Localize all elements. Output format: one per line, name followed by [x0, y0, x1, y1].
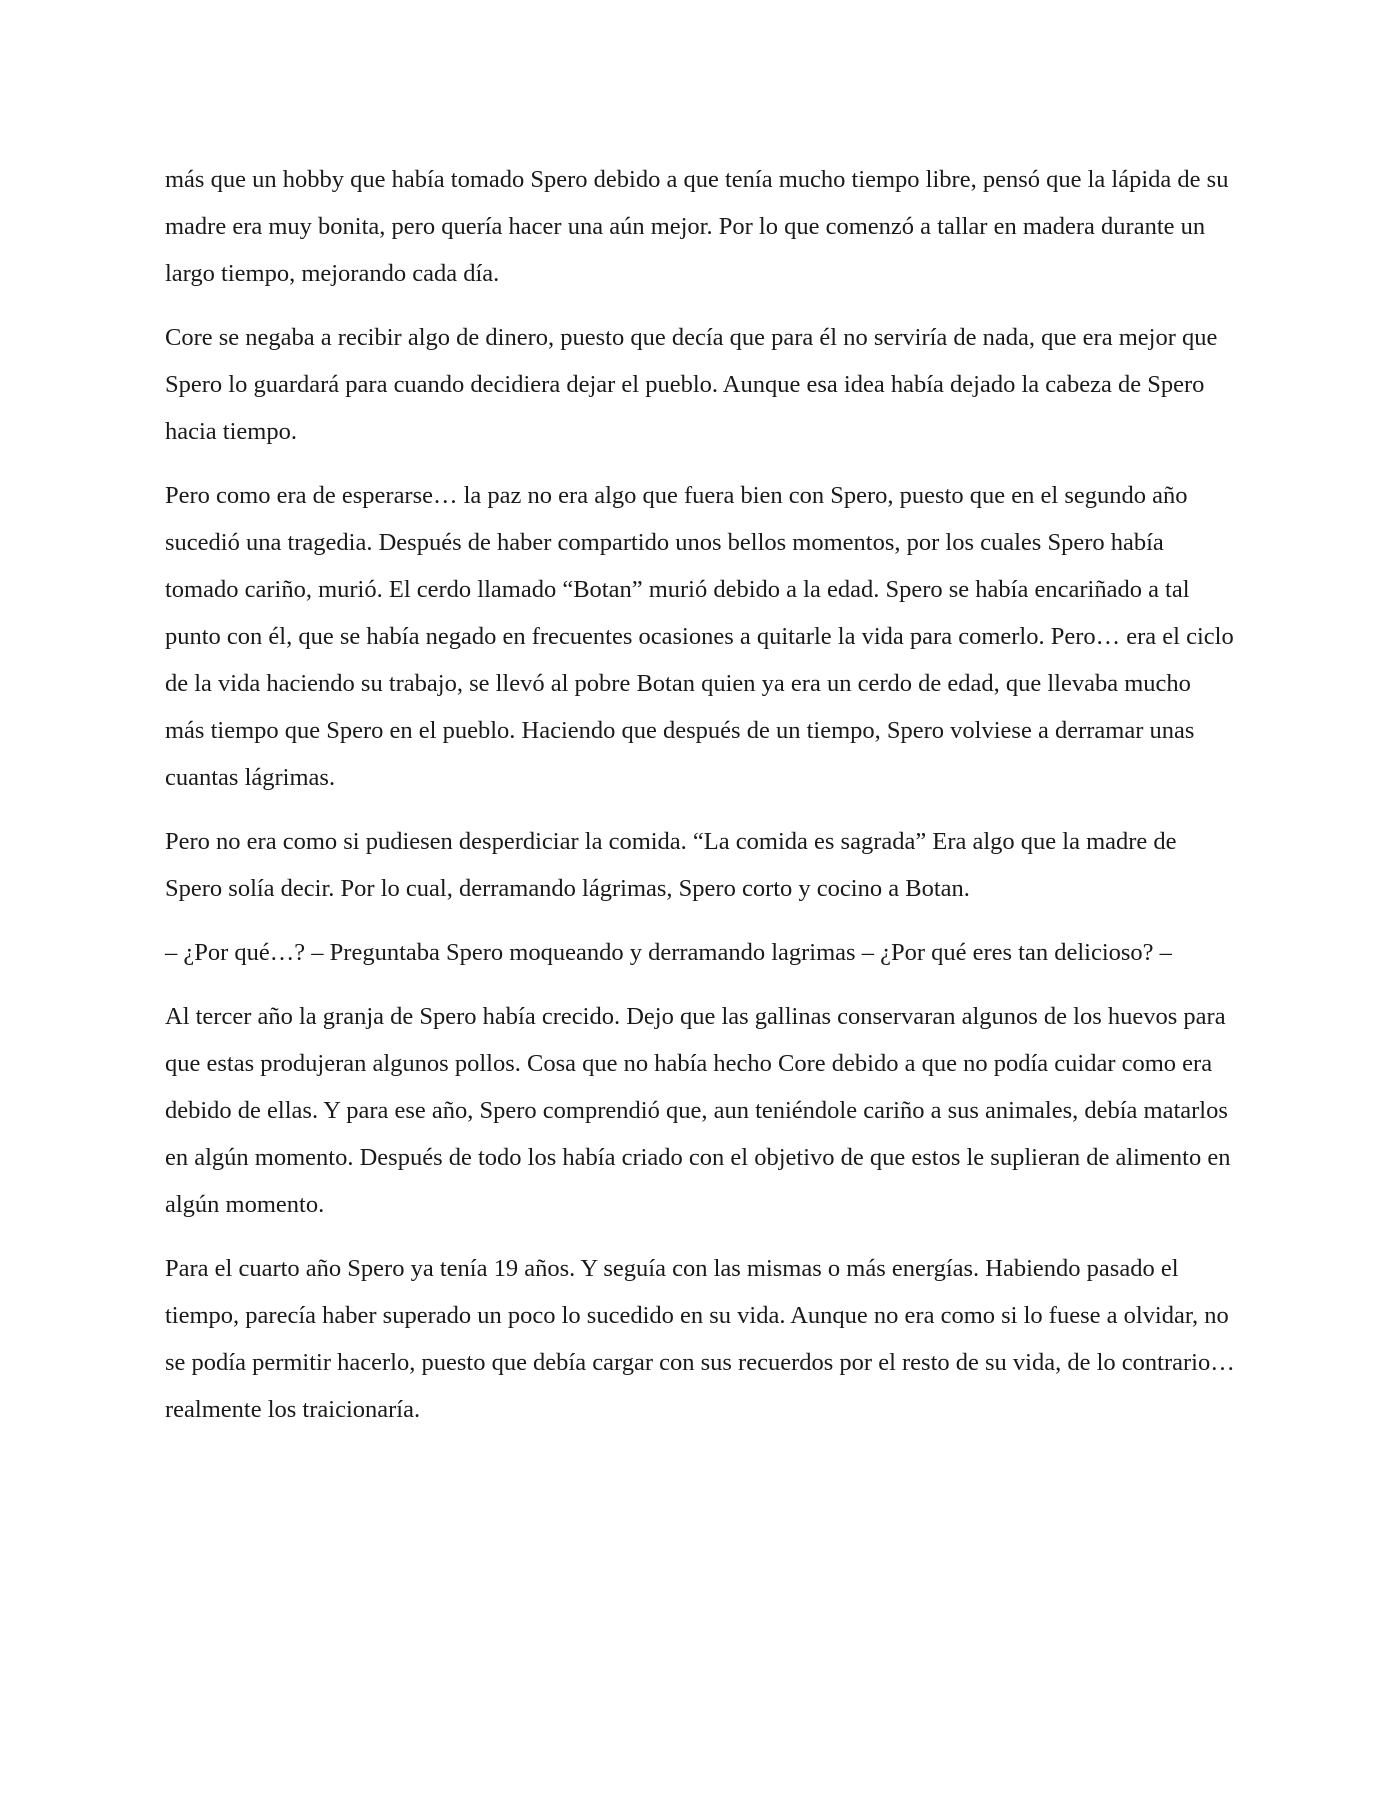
document-body [165, 156, 1235, 1450]
paragraph-5-dialogue: – ¿Por qué…? – Preguntaba Spero moqueando y derramando lagrimas – ¿Por qué eres tan delicioso? – [165, 939, 1172, 966]
paragraph-6: Al tercer año la granja de Spero había crecido. Dejo que las gallinas conservaran algunos de los huevos para que estas produjeran algunos pollos. Cosa que no había hecho Core debido a que no podía cuidar como era debido de ellas. Y para ese año, Spero comprendió que, aun teniéndole cariño a sus animales, debía matarlos en algún momento. Después de todo los había criado con el objetivo de que estos le suplieran de alimento en algún momento. [165, 1003, 1231, 1218]
paragraph-3: Pero como era de esperarse… la paz no era algo que fuera bien con Spero, puesto que en el segundo año sucedió una tragedia. Después de haber compartido unos bellos momentos, por los cuales Spero había tomado cariño, murió. El cerdo llamado “Botan” murió debido a la edad. Spero se había encariñado a tal punto con él, que se había negado en frecuentes ocasiones a quitarle la vida para comerlo. Pero… era el ciclo de la vida haciendo su trabajo, se llevó al pobre Botan quien ya era un cerdo de edad, que llevaba mucho más tiempo que Spero en el pueblo. Haciendo que después de un tiempo, Spero volviese a derramar unas cuantas lágrimas. [165, 482, 1234, 791]
paragraph-2: Core se negaba a recibir algo de dinero, puesto que decía que para él no serviría de nada, que era mejor que Spero lo guardará para cuando decidiera dejar el pueblo. Aunque esa idea había dejado la cabeza de Spero hacia tiempo. [165, 324, 1218, 445]
paragraph-7: Para el cuarto año Spero ya tenía 19 años. Y seguía con las mismas o más energías. Habiendo pasado el tiempo, parecía haber superado un poco lo sucedido en su vida. Aunque no era como si lo fuese a olvidar, no se podía permitir hacerlo, puesto que debía cargar con sus recuerdos por el resto de su vida, de lo contrario… realmente los traicionaría. [165, 1255, 1235, 1423]
paragraph-4: Pero no era como si pudiesen desperdiciar la comida. “La comida es sagrada” Era algo que la madre de Spero solía decir. Por lo cual, derramando lágrimas, Spero corto y cocino a Botan. [165, 828, 1177, 902]
paragraph-1: más que un hobby que había tomado Spero debido a que tenía mucho tiempo libre, pensó que la lápida de su madre era muy bonita, pero quería hacer una aún mejor. Por lo que comenzó a tallar en madera durante un largo tiempo, mejorando cada día. [165, 166, 1229, 287]
